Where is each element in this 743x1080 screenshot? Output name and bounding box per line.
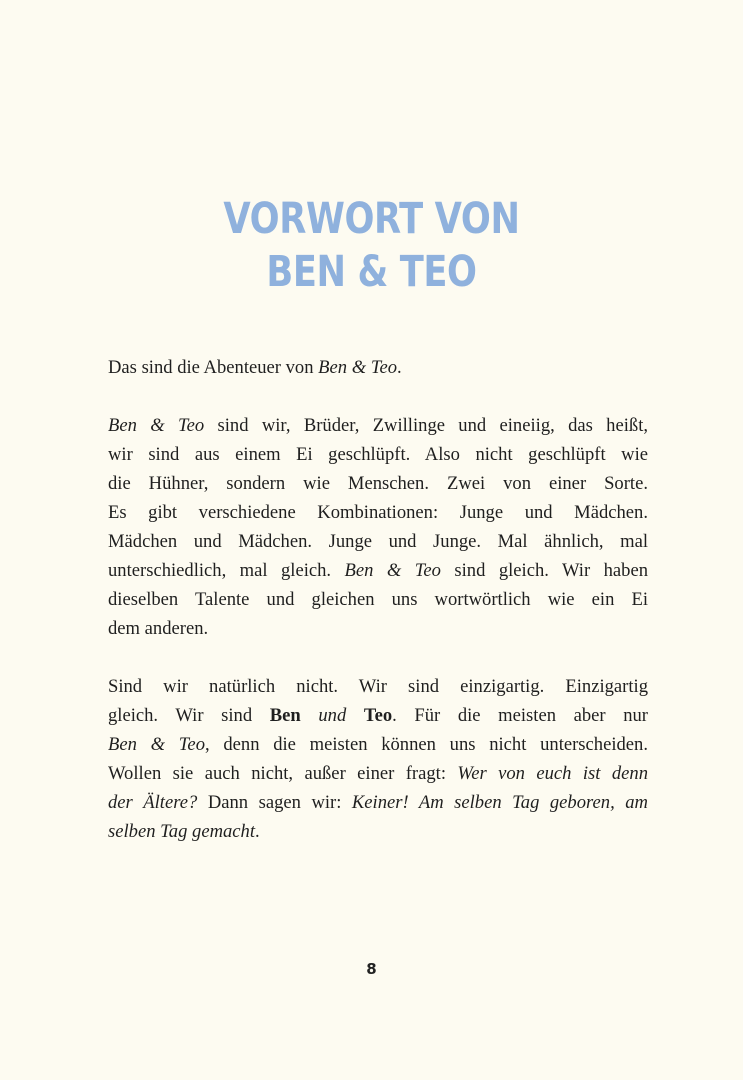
paragraph-2 [108,411,648,643]
text-line [108,701,648,730]
text-run: Wollen sie auch nicht, außer einer fragt: [108,763,458,784]
text-run [301,705,319,726]
text-run [346,705,364,726]
italic-run: der Ältere? [108,792,198,813]
text-line [108,817,648,846]
italic-run: Ben & Teo [108,415,205,436]
bold-run: Ben [269,705,301,726]
text-run: . [255,821,260,842]
text-line: Sind wir natürlich nicht. Wir sind einzigartig. Einzigartig [108,676,648,697]
text-line: dieselben Talente und gleichen uns wortwörtlich wie ein Ei [108,589,648,610]
text-line: die Hühner, sondern wie Menschen. Zwei von einer Sorte. [108,473,648,494]
text-run: gleich. Wir sind [108,705,270,726]
text-line [108,353,648,382]
paragraph-3 [108,672,648,846]
italic-run: Ben & Teo [344,560,441,581]
text-run: . [397,357,402,378]
text-run: , denn die meisten können uns nicht unterscheiden. [205,734,649,755]
text-line [108,411,648,440]
italic-run: Keiner! Am selben Tag geboren, am [351,792,648,813]
text-line [108,788,648,817]
body-text [108,353,648,846]
text-run: Dann sagen wir: [197,792,352,813]
italic-run: Ben & Teo [108,734,205,755]
chapter-title-line-2: BEN & TEO [266,247,477,297]
chapter-title [67,193,676,299]
text-run: . Für die meisten aber nur [392,705,649,726]
text-run: sind gleich. Wir haben [440,560,648,581]
page-number: 8 [366,960,377,978]
text-run: Das sind die Abenteuer von [108,357,319,378]
text-line [108,730,648,759]
text-line: dem anderen. [108,618,209,639]
text-line: Es gibt verschiedene Kombinationen: Junge und Mädchen. [108,502,648,523]
text-line [108,759,648,788]
text-run: unterschiedlich, mal gleich. [108,560,345,581]
bold-run: Teo [363,705,393,726]
text-line: Mädchen und Mädchen. Junge und Junge. Mal ähnlich, mal [108,531,648,552]
text-line [108,556,648,585]
italic-run: und [318,705,347,726]
paragraph-1 [108,353,648,382]
italic-run: selben Tag gemacht [108,821,256,842]
italic-run: Wer von euch ist denn [457,763,648,784]
text-line: wir sind aus einem Ei geschlüpft. Also nicht geschlüpft wie [108,444,648,465]
italic-run: Ben & Teo [318,357,398,378]
chapter-title-line-1: VORWORT VON [223,194,520,244]
text-run: sind wir, Brüder, Zwillinge und eineiig, das heißt, [204,415,649,436]
